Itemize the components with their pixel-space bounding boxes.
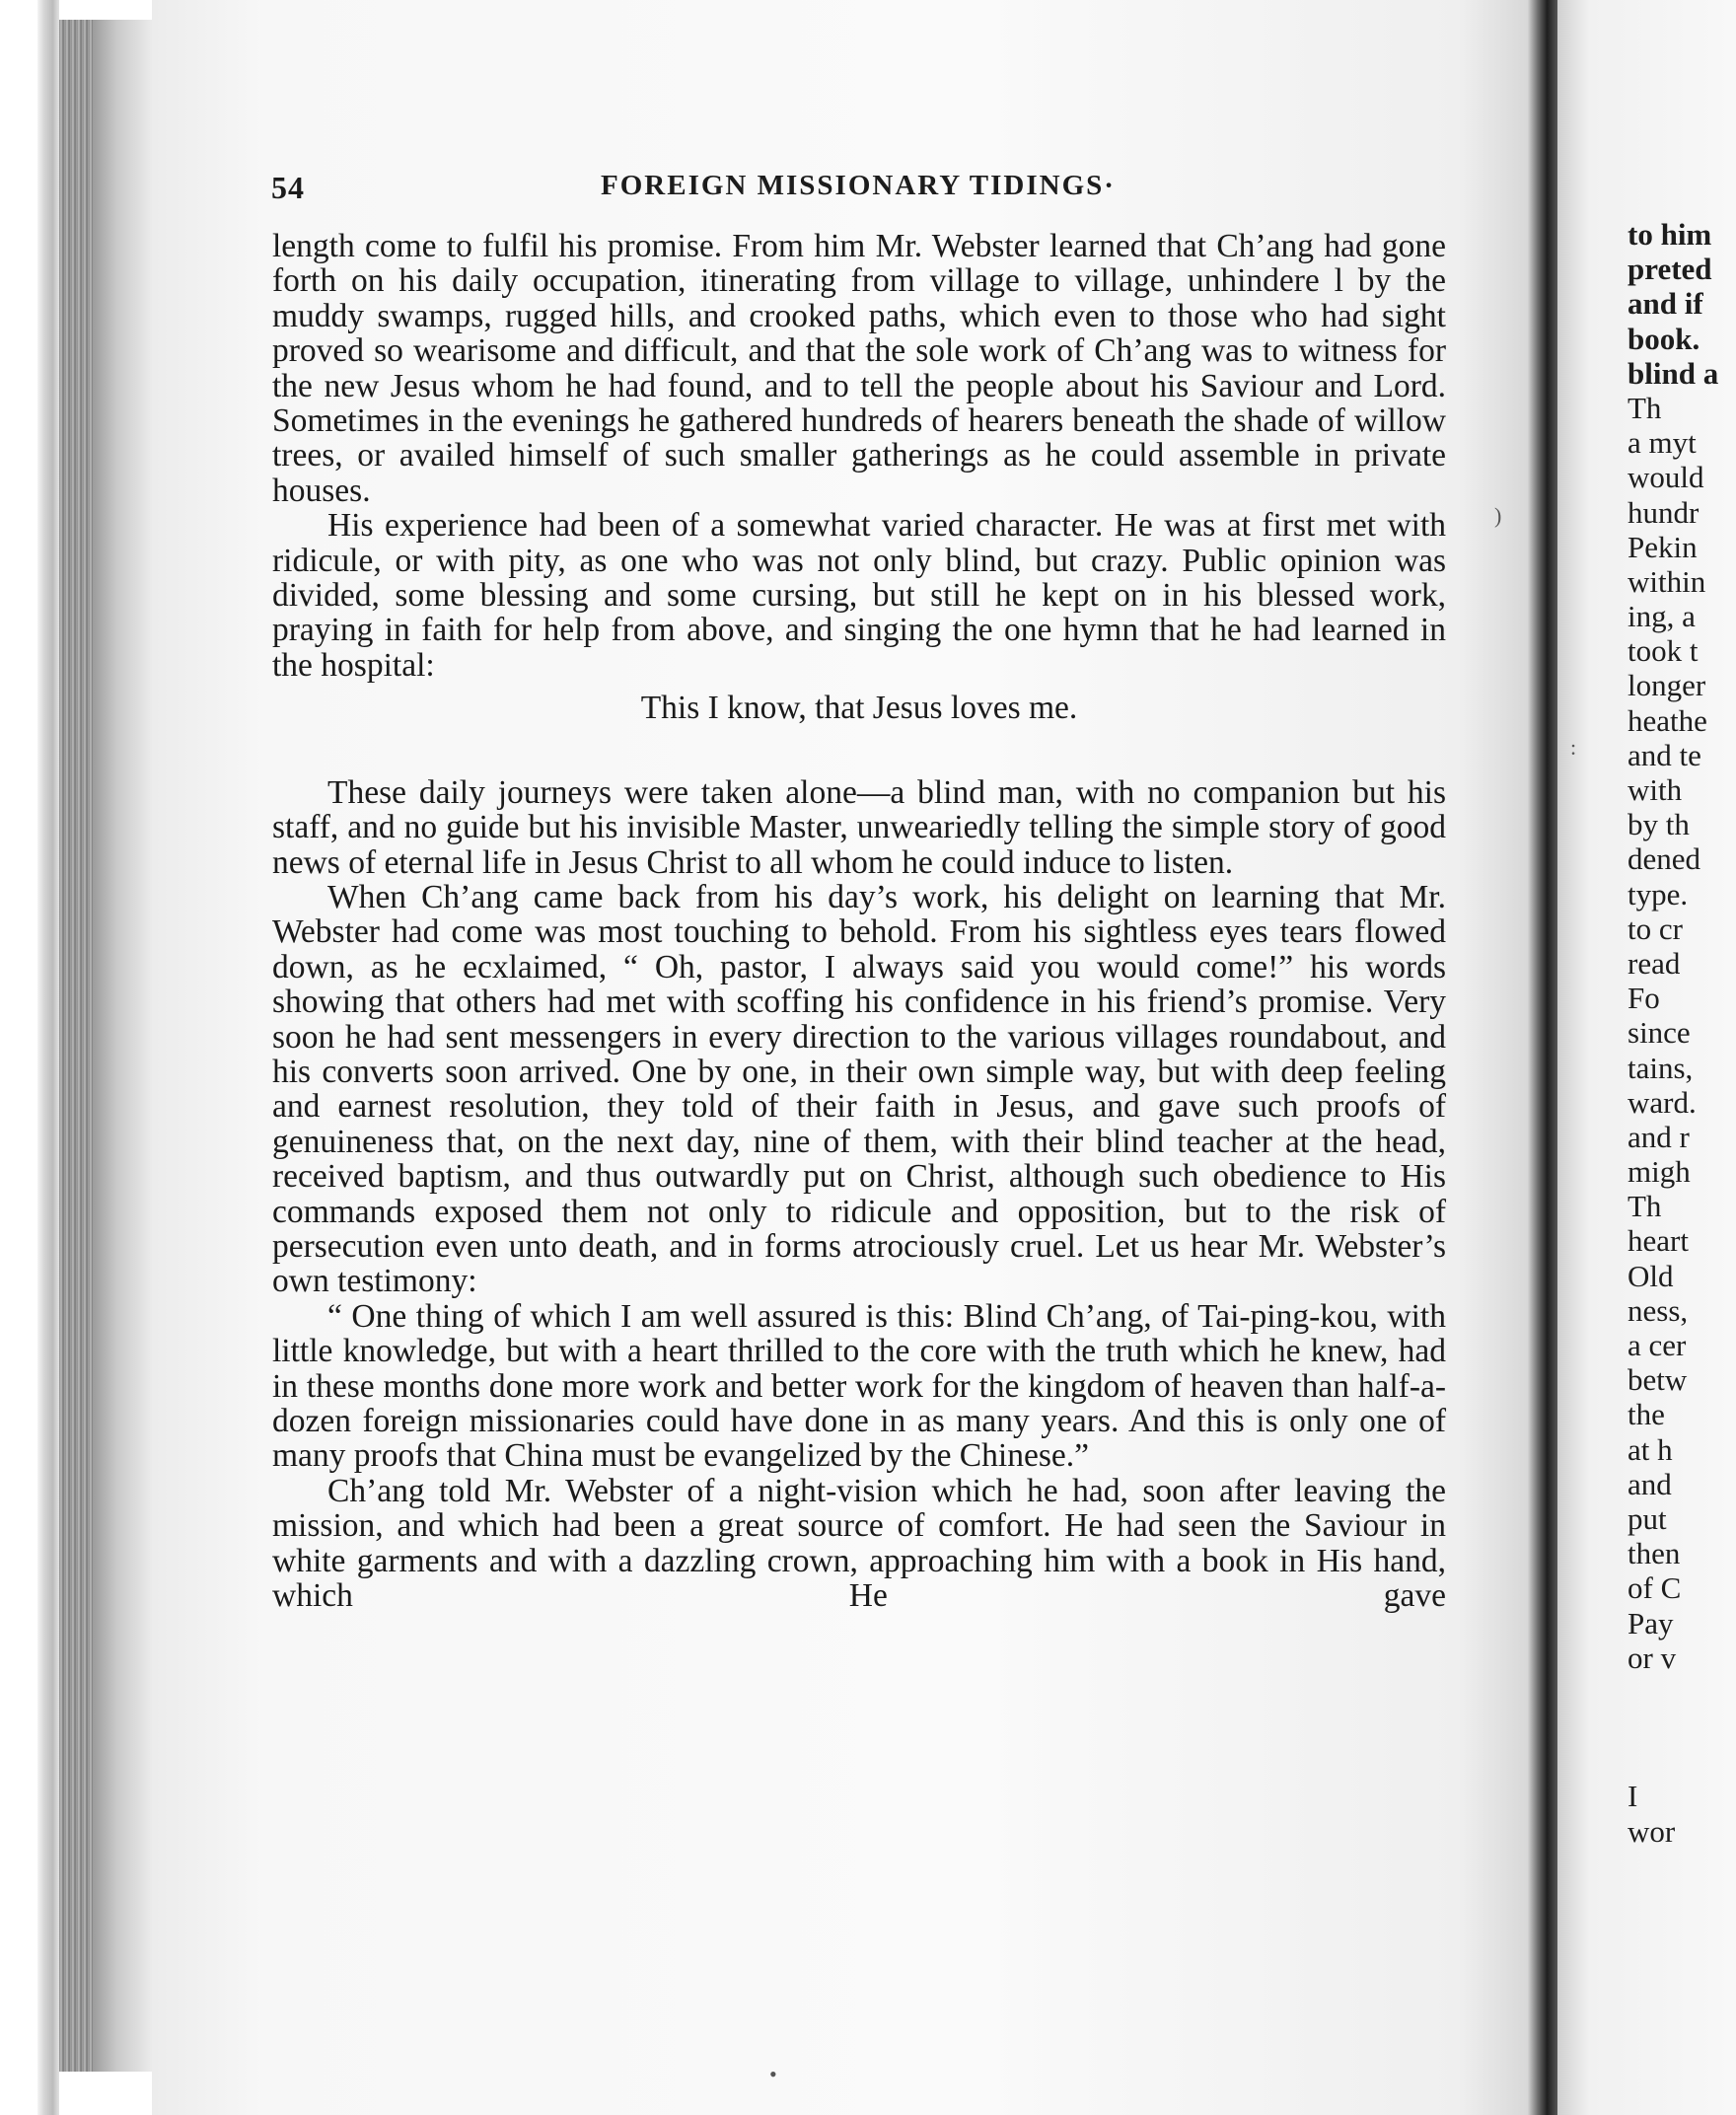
right-page-line: took t (1628, 633, 1699, 669)
right-page-line (1628, 1744, 1736, 1779)
right-page-line: a myt (1628, 425, 1697, 461)
paragraph-1: length come to fulfil his promise. From him Mr. Webster learned that Ch’ang had gone forth on his daily occupation, itinerating from village to village, unhindere l by the muddy swamps, rugged hills, and crooked paths, which even to those who had sight proved so wearisome and difficult, and that the sole work of Ch’ang was to witness for the new Jesus whom he had found, and to tell the people about his Saviour and Lord. Sometimes in the evenings he gathered hundreds of hearers beneath the shade of willow trees, or availed himself of such smaller gatherings as he could assemble in private houses. (272, 228, 1446, 509)
paragraph-3: These daily journeys were taken alone—a blind man, with no companion but his staff, and no guide but his invisible Master, unweariedly telling the simple story of good news of eternal life in Jesus Christ to all whom he could induce to listen. (272, 773, 1446, 881)
right-page-text-fragments (1628, 217, 1736, 1849)
page-stack-shadow (93, 20, 152, 2072)
right-page-line: put (1628, 1500, 1667, 1536)
right-page-line: of C (1628, 1570, 1682, 1606)
right-page-line: at h (1628, 1431, 1673, 1467)
right-page-line: I (1628, 1779, 1638, 1814)
right-page-line (1628, 1710, 1736, 1744)
page-stack-edge (59, 20, 93, 2072)
scan-speck: ) (1494, 503, 1502, 528)
right-page-line: heathe (1628, 702, 1707, 738)
hymn-line: This I know, that Jesus loves me. (640, 690, 1078, 727)
right-page-line: and r (1628, 1119, 1690, 1154)
scan-speck: : (1570, 735, 1577, 760)
right-page-line: preted (1628, 252, 1712, 287)
right-page-line: to him (1628, 217, 1712, 252)
paragraph-2: His experience had been of a somewhat varied character. He was at first met with ridicule, or with pity, as one who was not only blind, but crazy. Public opinion was divided, some blessing and some cursing, but still he kept on in his blessed work, praying in faith for help from above, and singing the one hymn that he had learned in the hospital: (272, 507, 1446, 684)
right-page-line: Pekin (1628, 529, 1698, 564)
right-page-line: longer (1628, 668, 1706, 703)
right-page-line: a cer (1628, 1328, 1687, 1362)
quotation-paragraph: “ One thing of which I am well assured is this: Blind Ch’ang, of Tai-ping-kou, with little knowledge, but with a heart thrilled to the core with the truth which he knew, had in these months done more work and better work for the kingdom of heaven than half-a-dozen foreign missionaries could have done in as many years. And this is only one of many proofs that China must be evangelized by the Chinese.” (272, 1297, 1446, 1475)
body-text (272, 229, 1446, 1613)
right-page-line: to cr (1628, 911, 1683, 946)
right-page-line: and if (1628, 286, 1703, 322)
scan-speck: • (769, 2062, 777, 2086)
right-page-line: read (1628, 945, 1681, 981)
right-page-line: ing, a (1628, 599, 1696, 634)
paragraph-4: When Ch’ang came back from his day’s work, his delight on learning that Mr. Webster had come was most touching to behold. From his sightless eyes tears flowed down, as he ecxlaimed, “ Oh, pastor, I always said you would come!” his words showing that others had met with scoffing his confidence in his friend’s promise. Very soon he had sent messengers in every direction to the various villages roundabout, and his converts soon arrived. One by one, in their own simple way, but with deep feeling and earnest resolution, they told of their faith in Jesus, and gave such proofs of genuineness that, on the next day, nine of them, with their blind teacher at the head, received baptism, and thus outwardly put on Christ, although such obedience to His commands exposed them not only to ridicule and opposition, but to the risk of persecution even unto death, and in forms atrociously cruel. Let us hear Mr. Webster’s own testimony: (272, 878, 1446, 1300)
right-page-line: book. (1628, 321, 1700, 356)
right-page-line: the (1628, 1397, 1665, 1432)
right-page-line: heart (1628, 1223, 1689, 1259)
right-page-line: type. (1628, 876, 1689, 912)
right-page-line: then (1628, 1536, 1681, 1571)
paragraph-6: Ch’ang told Mr. Webster of a night-vision which he had, soon after leaving the mission, and which had been a great source of comfort. He had seen the Saviour in white garments and with a dazzling crown, approaching him with a book in His hand, which He gave (272, 1472, 1446, 1615)
right-page-line: wor (1628, 1813, 1676, 1849)
right-page-line: ward. (1628, 1084, 1697, 1120)
page-header (271, 170, 1445, 213)
page-number: 54 (271, 170, 305, 205)
right-page-line: would (1628, 460, 1704, 495)
right-page-line: ness, (1628, 1292, 1689, 1328)
right-page-line: Th (1628, 390, 1662, 425)
right-page-line: within (1628, 563, 1706, 599)
right-page-line: betw (1628, 1362, 1688, 1398)
right-page-line: blind a (1628, 355, 1719, 391)
right-page-line: Th (1628, 1189, 1662, 1224)
book-gutter (1528, 0, 1557, 2115)
right-page-line: since (1628, 1015, 1691, 1051)
right-page-line: with (1628, 772, 1683, 807)
right-page-line: or v (1628, 1640, 1677, 1675)
right-page-line: hundr (1628, 494, 1700, 530)
right-page-line: Fo (1628, 981, 1660, 1016)
right-page-line: and (1628, 1466, 1672, 1501)
right-page-line: tains, (1628, 1050, 1694, 1085)
right-page-line: dened (1628, 841, 1701, 877)
right-page-line: Pay (1628, 1605, 1674, 1641)
running-head: FOREIGN MISSIONARY TIDINGS· (601, 170, 1116, 201)
book-edge-outer (37, 0, 59, 2115)
right-page-line: by th (1628, 807, 1690, 842)
right-page-line: migh (1628, 1154, 1691, 1190)
right-page-line: Old (1628, 1258, 1674, 1293)
right-page-line: and te (1628, 737, 1701, 772)
right-page-line (1628, 1675, 1736, 1710)
